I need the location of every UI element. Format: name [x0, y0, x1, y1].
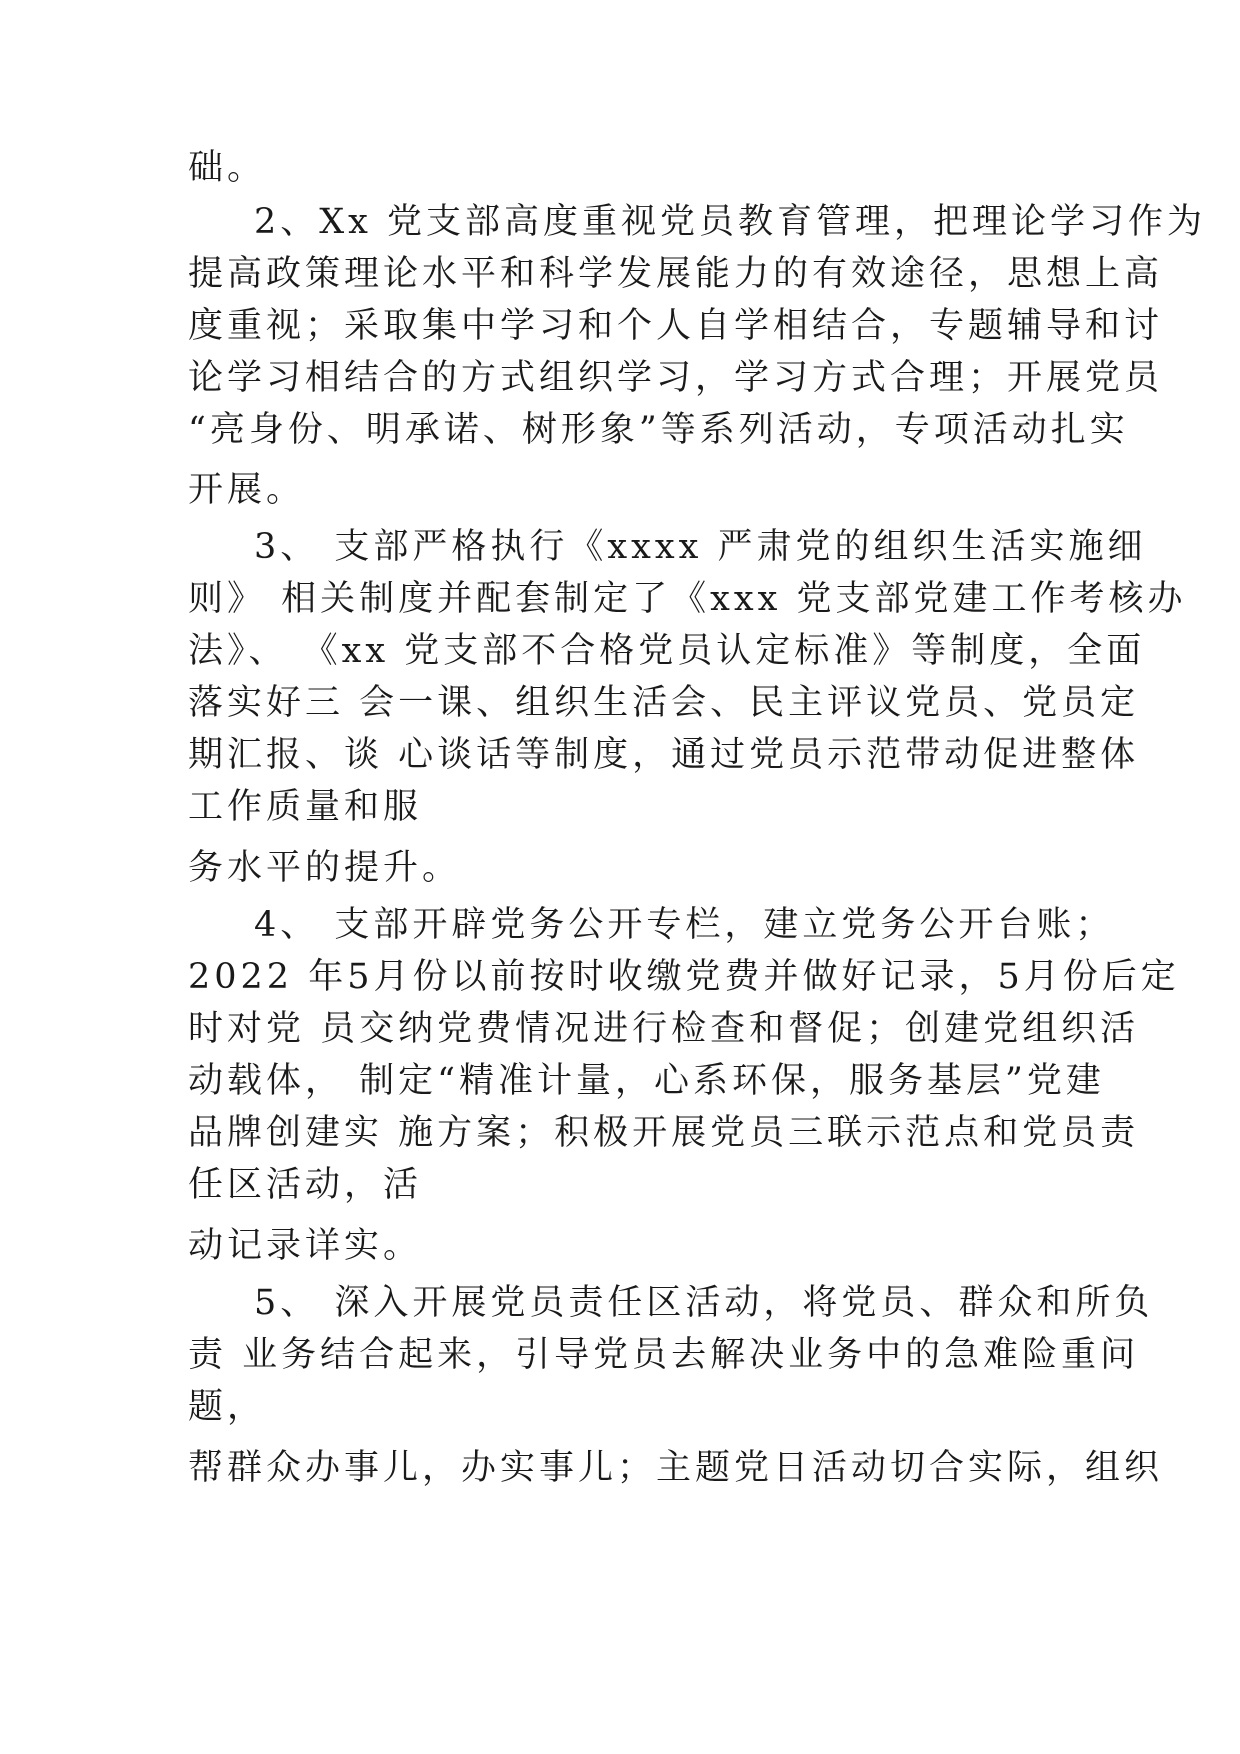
text-line: 度重视；采取集中学习和个人自学相结合，专题辅导和讨 [188, 306, 1164, 346]
text-line: 落实好三 会一课、组织生活会、民主评议党员、党员定 [188, 683, 1140, 723]
text-line: 动记录详实。 [188, 1226, 423, 1266]
text-line: 础。 [188, 148, 267, 188]
text-line: 提高政策理论水平和科学发展能力的有效途径，思想上高 [188, 254, 1164, 294]
text-line: 时对党 员交纳党费情况进行检查和督促；创建党组织活 [188, 1009, 1140, 1049]
text-line: 任区活动，活 [188, 1165, 423, 1205]
text-line: 责 业务结合起来，引导党员去解决业务中的急难险重问 [188, 1335, 1140, 1375]
text-line: 期汇报、谈 心谈话等制度，通过党员示范带动促进整体 [188, 735, 1140, 775]
text-line: 动载体， 制定“精准计量，心系环保，服务基层”党建 [188, 1061, 1105, 1101]
text-line: 开展。 [188, 470, 306, 510]
text-line: 3、 支部严格执行《xxxx 严肃党的组织生活实施细 [254, 527, 1147, 567]
text-line: 务水平的提升。 [188, 848, 462, 888]
text-line: 论学习相结合的方式组织学习，学习方式合理；开展党员 [188, 358, 1164, 398]
text-line: 2、Xx 党支部高度重视党员教育管理，把理论学习作为 [254, 202, 1207, 242]
text-line: 4、 支部开辟党务公开专栏，建立党务公开台账； [254, 905, 1115, 945]
text-line: 工作质量和服 [188, 787, 423, 827]
text-line: “亮身份、明承诺、树形象”等系列活动，专项活动扎实 [188, 410, 1129, 450]
text-line: 则》 相关制度并配套制定了《xxx 党支部党建工作考核办 [188, 579, 1187, 619]
text-line: 5、 深入开展党员责任区活动，将党员、群众和所负 [254, 1283, 1154, 1323]
text-line: 法》、 《xx 党支部不合格党员认定标准》等制度，全面 [188, 631, 1146, 671]
text-line: 2022 年5月份以前按时收缴党费并做好记录，5月份后定 [188, 957, 1180, 997]
text-line: 题， [188, 1387, 267, 1427]
text-line: 品牌创建实 施方案；积极开展党员三联示范点和党员责 [188, 1113, 1140, 1153]
text-line: 帮群众办事儿，办实事儿；主题党日活动切合实际，组织 [188, 1448, 1164, 1488]
